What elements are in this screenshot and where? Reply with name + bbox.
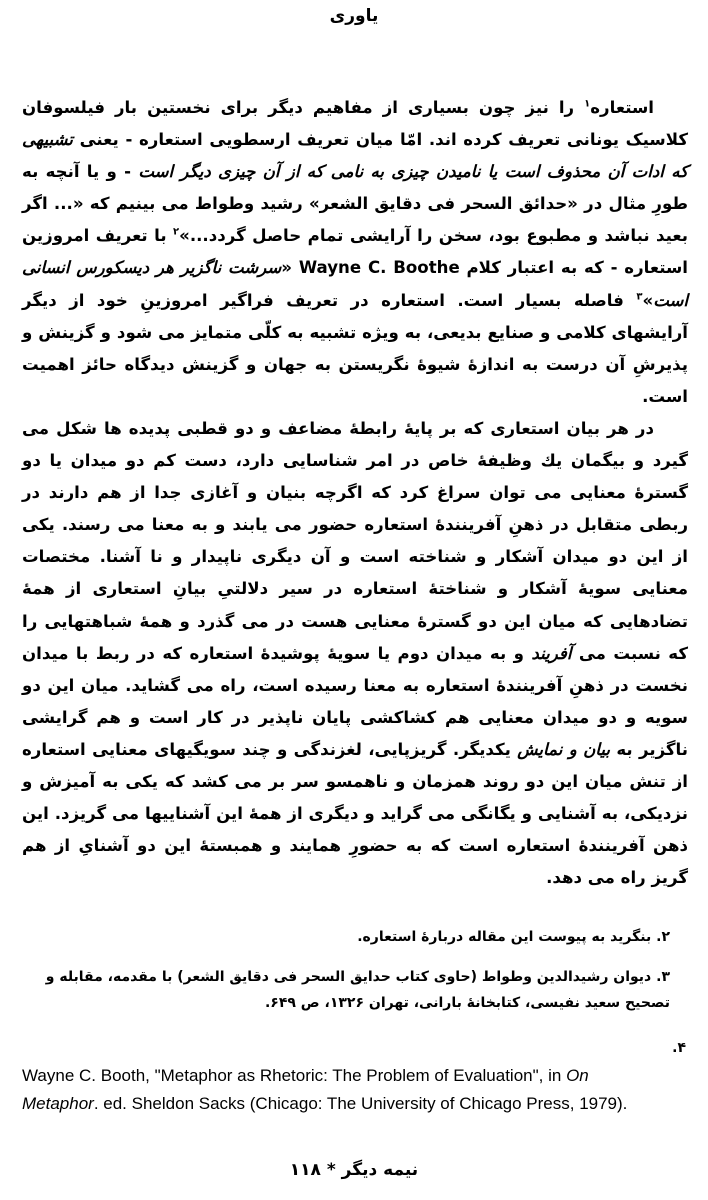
p1-italic-quote: سرشت ناگزیر هر دیسکورس انسانی است [22,258,688,310]
footnote-4-number: ۴. [672,1040,686,1056]
footnote-2-text: بنگرید به پیوست این مقاله دربارهٔ استعاره. [357,929,652,945]
p1-text-5: » [642,290,654,310]
footnote-2-number: ۲. [656,929,670,945]
footnote-ref-4: ۳ [636,291,643,303]
footnote-4-citation [22,1062,662,1118]
p2-italic-1: آفریند [531,643,572,663]
p2-text-2: و به میدان دوم یا سویهٔ پوشیدهٔ استعاره که در ربط با میدان نخست در ذهنِ آفرینندهٔ استعاره به معنا رسیده است، راه می گشاید. میان این دو سویه و دو میدان معنایی هم کشاکشی پایان ناپذیر در کار است و هم گرایشی ناگزیر به [22,643,689,759]
running-header: یاوری [329,6,379,26]
footnote-3-text: دیوان رشیدالدین وطواط (حاوی کتاب حدایق السحر فی دقایق الشعر) با مقدمه، مقابله و تصحیح سعید نفیسی، کتابخانهٔ بارانی، تهران ۱۳۲۶، ص ۶۴۹. [45,969,670,1011]
footnotes [22,924,688,1030]
p1-text-4: با تعریف امروزین استعاره - که به اعتبار کلام Wayne C. Boothe « [22,226,688,278]
p2-text-1: در هر بیان استعاری که بر پایهٔ رابطهٔ مضاعف و دو قطبی پدیده ها شکل می گیرد و بیگمان یك وظیفهٔ خاص در امر شناسایی دارد، دست کم دو میدان یا دو گسترهٔ معنایی می توان سراغ کرد که اگرچه بنیان و آغازی جدا از هم دارند در ربطی متقابل در ذهنِ آفرینندهٔ استعاره حضور می یابند و به معنا می رسند. یکی از این دو میدان آشکار و شناخته است و آن دیگری ناپیدار و نا آشنا. مختصات معنایی سویهٔ آشکار و شناختهٔ استعاره در سیر دلالتیِ بیانِ استعاری از همهٔ تضادهایی که میان این دو گسترهٔ معنایی هست در می گذرد و همهٔ شباهتهایی را که نسبت می [22,418,689,663]
article-body [22,92,688,894]
p1-text-1: استعاره [590,98,654,117]
footnote-ref-3: ۲ [173,226,180,238]
p1-italic-definition: تشبیهی که ادات آن محذوف است یا نامیدن چیزی به نامی که از آن چیزی دیگر است [22,130,688,182]
p2-text-3: یکدیگر. گریزپایی، لغزندگی و چند سویگیهای معنایی استعاره از تنش میان این دو روند همزمان و ناهمسو سر بر می کشد که یکی به آمیزش و نزدیکی، به آشنایی و یگانگی می گراید و دیگری از همهٔ این آشناییها می گریزد. این ذهن آفرینندهٔ استعاره است که به حضورِ همایند و همبستهٔ این دو آشنایِ از هم گریز راه می دهد. [22,739,688,888]
citation-text-2: . ed. Sheldon Sacks (Chicago: The University of Chicago Press, 1979). [93,1094,628,1113]
p2-italic-2: بیان و نمایش [517,739,610,759]
page-footer: نیمه دیگر * ۱۱۸ [289,1160,419,1180]
p1-text-6: فاصله بسیار است. استعاره در تعریف فراگیر امروزینِ خود از دیگر آرایشهای کلامی و صنایع بدیعی، به ویژه تشبیه به کلّی متمایز می شود و گزینش و پذیرشِ آن درست به اندازهٔ شیوهٔ نگریستن به جهان و گزینش دیدگاه حائز اهمیت است. [22,290,688,406]
footnote-ref-2: ۱ [584,98,591,110]
p1-text-2: را نیز چون بسیاری از مفاهیم دیگر برای نخستین بار فیلسوفان کلاسیک یونانی تعریف کرده اند. امّا میان تعریف ارسطویی استعاره - یعنی [22,98,688,150]
paragraph-1 [22,92,688,413]
footnote-2 [22,924,688,950]
paragraph-2 [22,413,688,894]
citation-book-title: On Metaphor [22,1066,589,1113]
citation-text-1: Wayne C. Booth, "Metaphor as Rhetoric: The Problem of Evaluation", in [22,1066,567,1085]
footnote-3-number: ۳. [656,969,670,985]
footnote-3 [22,964,688,1016]
p1-text-3: - و یا آنچه به طورِ مثال در «حدائق السحر فی دقایق الشعر» رشید وطواط می بینیم که «... اگر بعید نباشد و مطبوع بود، سخن را آرایشی تمام حاصل گردد...» [22,162,688,246]
